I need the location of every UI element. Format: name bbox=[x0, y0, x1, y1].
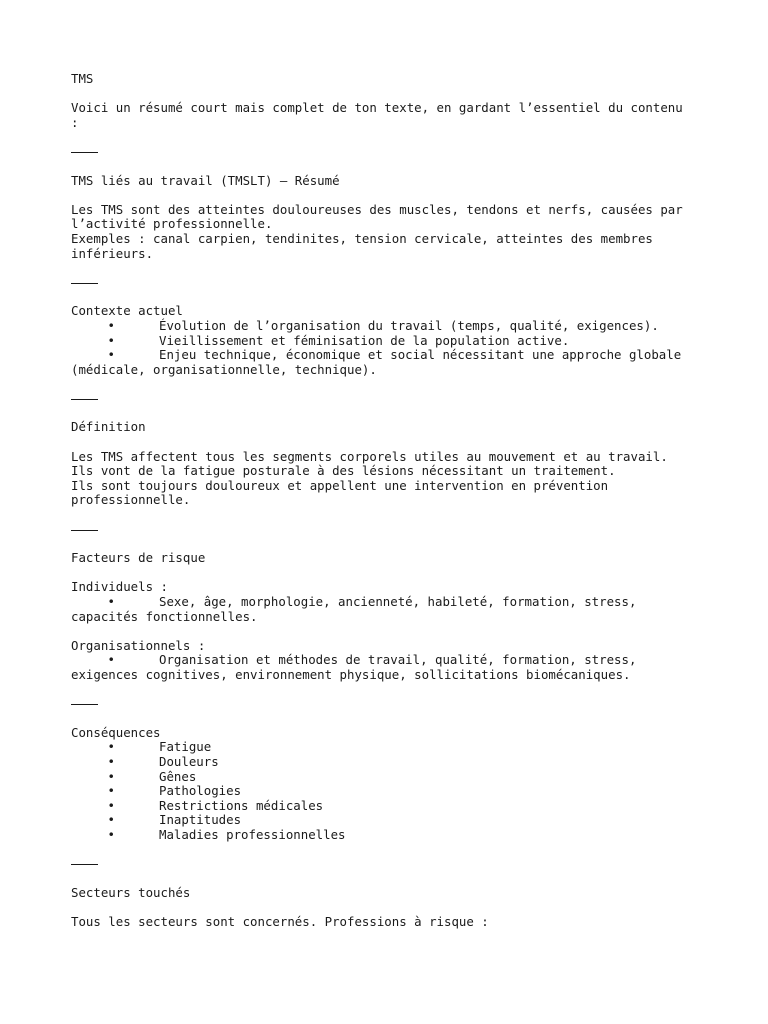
list-item-continuation: (médicale, organisationnelle, technique). bbox=[71, 361, 377, 377]
paragraph: Ils sont toujours douloureux et appellent une intervention en prévention professionnelle. bbox=[71, 477, 616, 508]
list-item: • Restrictions médicales bbox=[71, 799, 697, 814]
separator bbox=[71, 399, 98, 400]
document-title: TMS bbox=[71, 71, 94, 86]
paragraph: Les TMS affectent tous les segments corporels utiles au mouvement et au travail. bbox=[71, 448, 668, 464]
list-item: • Sexe, âge, morphologie, ancienneté, habileté, formation, stress, bbox=[71, 595, 697, 610]
bullet-icon: • bbox=[107, 739, 115, 755]
paragraph: Tous les secteurs sont concernés. Professions à risque : bbox=[71, 913, 489, 929]
list-item: • Pathologies bbox=[71, 784, 697, 799]
section-heading: Définition bbox=[71, 419, 146, 435]
intro-text: Voici un résumé court mais complet de ton texte, en gardant l’essentiel du contenu : bbox=[71, 100, 691, 130]
bullet-icon: • bbox=[107, 797, 115, 813]
consequences-list bbox=[71, 740, 697, 842]
section-heading: Facteurs de risque bbox=[71, 550, 206, 566]
separator bbox=[71, 152, 98, 153]
list-item-continuation: exigences cognitives, environnement physique, sollicitations biomécaniques. bbox=[71, 666, 631, 682]
list-item: • Enjeu technique, économique et social nécessitant une approche globale bbox=[71, 348, 697, 363]
list-item-continuation: capacités fonctionnelles. bbox=[71, 608, 258, 624]
section-heading: Contexte actuel bbox=[71, 303, 183, 319]
bullet-icon: • bbox=[107, 652, 115, 668]
bullet-icon: • bbox=[107, 783, 115, 799]
bullet-icon: • bbox=[107, 332, 115, 348]
subheading: Organisationnels : bbox=[71, 637, 206, 653]
separator bbox=[71, 864, 98, 865]
paragraph: Les TMS sont des atteintes douloureuses des muscles, tendons et nerfs, causées par l’activité professionnelle. bbox=[71, 201, 691, 232]
bullet-icon: • bbox=[107, 812, 115, 828]
list-item: • Vieillissement et féminisation de la population active. bbox=[71, 334, 697, 349]
bullet-icon: • bbox=[107, 768, 115, 784]
separator bbox=[71, 530, 98, 531]
list-item: • Douleurs bbox=[71, 755, 697, 770]
subheading: Individuels : bbox=[71, 579, 168, 595]
list-item: • Maladies professionnelles bbox=[71, 828, 697, 843]
paragraph: Ils vont de la fatigue posturale à des lésions nécessitant un traitement. bbox=[71, 463, 616, 479]
section-heading: Conséquences bbox=[71, 724, 161, 740]
section-heading: TMS liés au travail (TMSLT) – Résumé bbox=[71, 172, 340, 188]
separator bbox=[71, 704, 98, 705]
bullet-icon: • bbox=[107, 317, 115, 333]
list-item: • Fatigue bbox=[71, 740, 697, 755]
bullet-icon: • bbox=[107, 347, 115, 363]
list-item: • Organisation et méthodes de travail, qualité, formation, stress, bbox=[71, 653, 697, 668]
list-item: • Inaptitudes bbox=[71, 813, 697, 828]
list-item: • Évolution de l’organisation du travail (temps, qualité, exigences). bbox=[71, 319, 697, 334]
separator bbox=[71, 283, 98, 284]
paragraph: Exemples : canal carpien, tendinites, tension cervicale, atteintes des membres inférieurs. bbox=[71, 230, 661, 261]
bullet-icon: • bbox=[107, 753, 115, 769]
list-item: • Gênes bbox=[71, 770, 697, 785]
bullet-icon: • bbox=[107, 826, 115, 842]
section-heading: Secteurs touchés bbox=[71, 884, 191, 900]
bullet-icon: • bbox=[107, 594, 115, 609]
